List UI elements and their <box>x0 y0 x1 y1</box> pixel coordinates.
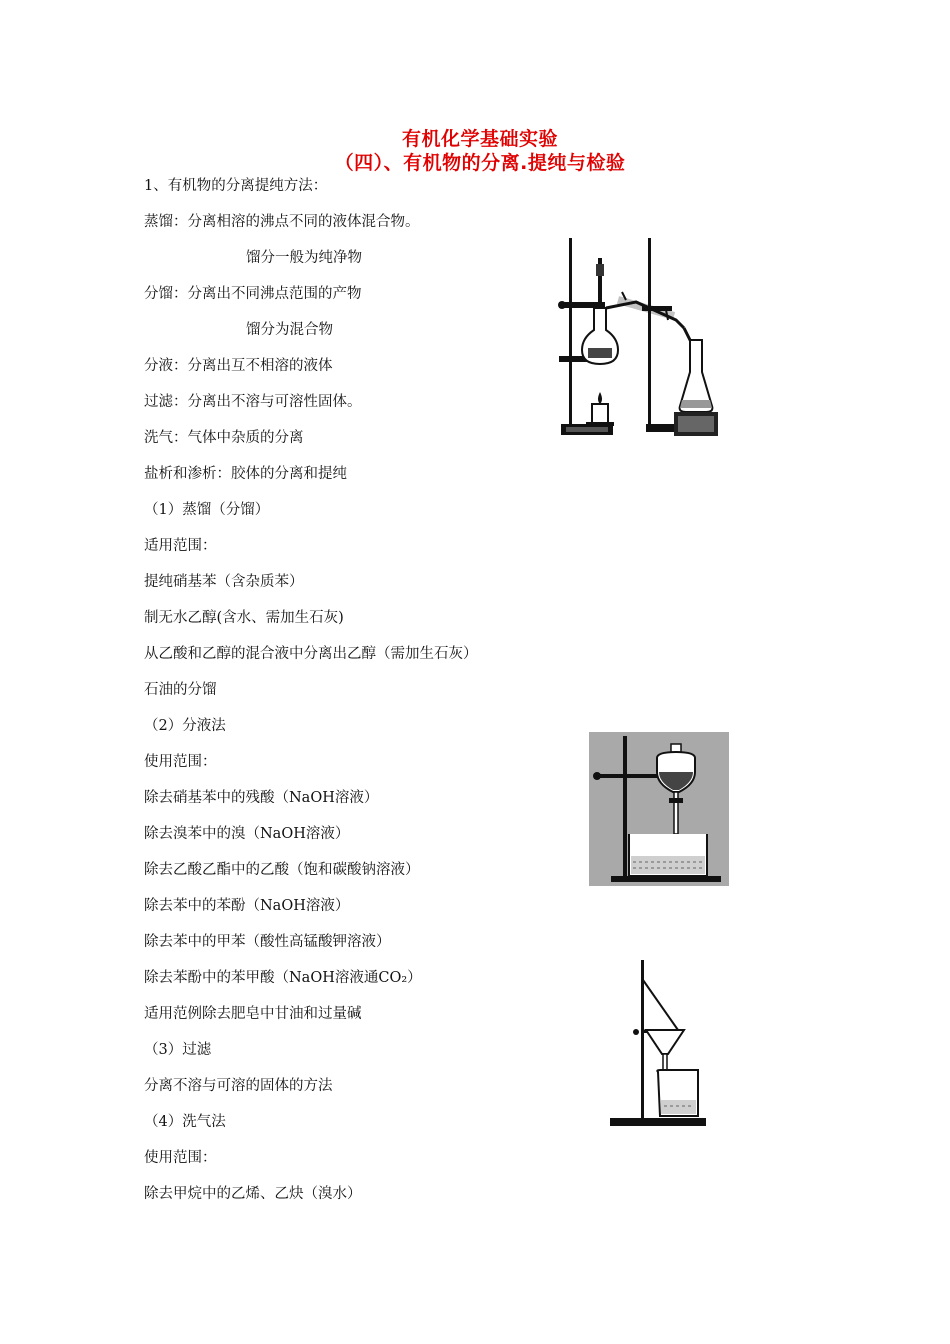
text-line: 盐析和渗析：胶体的分离和提纯 <box>144 466 347 482</box>
text-line: 除去硝基苯中的残酸（NaOH溶液） <box>144 790 379 806</box>
text-line: 馏分一般为纯净物 <box>246 250 362 266</box>
text-line: 除去溴苯中的溴（NaOH溶液） <box>144 826 350 842</box>
text-line: 除去乙酸乙酯中的乙酸（饱和碳酸钠溶液） <box>144 862 420 878</box>
text-line: 制无水乙醇(含水、需加生石灰) <box>144 610 344 626</box>
page-subtitle: （四）、有机物的分离.提纯与检验 <box>334 152 626 174</box>
text-line: 蒸馏：分离相溶的沸点不同的液体混合物。 <box>144 214 420 230</box>
separatory-funnel-apparatus <box>589 732 729 886</box>
page-title: 有机化学基础实验 <box>401 128 558 150</box>
text-line: 分离不溶与可溶的固体的方法 <box>144 1078 333 1094</box>
text-line: 适用范例除去肥皂中甘油和过量碱 <box>144 1006 362 1022</box>
text-line: 分液：分离出互不相溶的液体 <box>144 358 333 374</box>
text-line: 1、有机物的分离提纯方法： <box>144 178 328 194</box>
text-line: 洗气：气体中杂质的分离 <box>144 430 304 446</box>
filtration-apparatus <box>606 960 712 1128</box>
text-line: 馏分为混合物 <box>246 322 333 338</box>
text-line: 使用范围： <box>144 1150 217 1166</box>
text-line: 从乙酸和乙醇的混合液中分离出乙醇（需加生石灰） <box>144 646 478 662</box>
text-line: 除去甲烷中的乙烯、乙炔（溴水） <box>144 1186 362 1202</box>
text-line: （1）蒸馏（分馏） <box>144 502 270 518</box>
text-line: 石油的分馏 <box>144 682 217 698</box>
text-line: 除去苯酚中的苯甲酸（NaOH溶液通CO₂） <box>144 970 422 986</box>
distillation-apparatus <box>556 236 726 440</box>
text-line: （3）过滤 <box>144 1042 212 1058</box>
text-line: 除去苯中的苯酚（NaOH溶液） <box>144 898 350 914</box>
text-line: （2）分液法 <box>144 718 226 734</box>
text-line: 过滤：分离出不溶与可溶性固体。 <box>144 394 362 410</box>
text-line: 分馏：分离出不同沸点范围的产物 <box>144 286 362 302</box>
text-line: （4）洗气法 <box>144 1114 226 1130</box>
text-line: 适用范围： <box>144 538 217 554</box>
text-line: 提纯硝基苯（含杂质苯） <box>144 574 304 590</box>
text-line: 除去苯中的甲苯（酸性高锰酸钾溶液） <box>144 934 391 950</box>
text-line: 使用范围： <box>144 754 217 770</box>
